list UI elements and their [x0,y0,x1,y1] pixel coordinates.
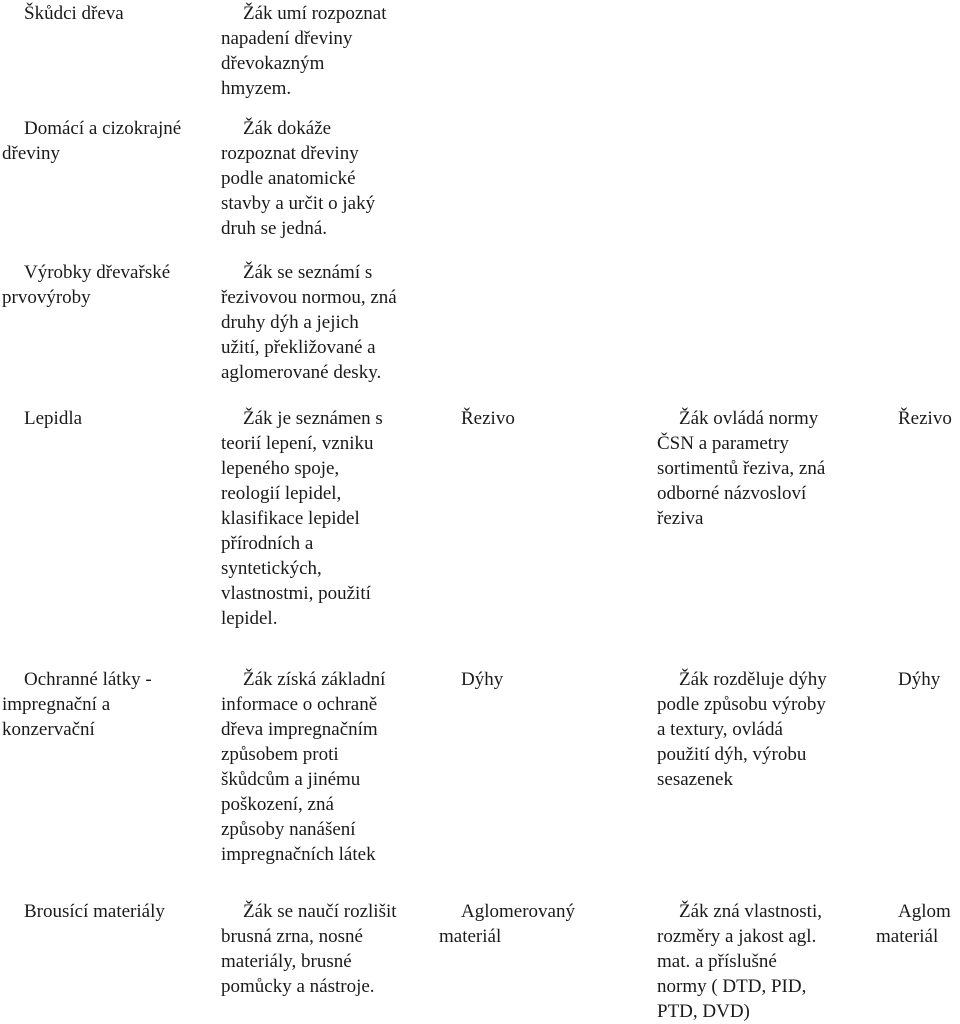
outcome-cell: Žák dokáže rozpoznat dřeviny podle anatomické stavby a určit o jaký druh se jedná. [221,118,376,239]
outcome-cell: Žák získá základní informace o ochraně dřeva impregnačním způsobem proti škůdcům a jinému poškození, zná způsoby nanášení impregnačních látek [221,669,386,865]
outcome-cell-2: Žák zná vlastnosti, rozměry a jakost agl. mat. a příslušné normy ( DTD, PID, PTD, DVD) [657,901,822,1022]
topic-cell-3: Dýhy [898,669,941,690]
outcome-cell: Žák je seznámen s teorií lepení, vzniku lepeného spoje, reologií lepidel, klasifikace lepidel přírodních a syntetických, vlastnostmi, použití lepidel. [221,408,383,629]
outcome-cell-2: Žák ovládá normy ČSN a parametry sortimentů řeziva, zná odborné názvosloví řeziva [657,408,826,529]
outcome-cell: Žák se naučí rozlišit brusná zrna, nosné materiály, brusné pomůcky a nástroje. [221,901,397,997]
topic-cell: Výrobky dřevařské prvovýroby [2,262,171,308]
outcome-cell-2: Žák rozděluje dýhy podle způsobu výroby a textury, ovládá použití dýh, výrobu sesazenek [657,669,827,790]
topic-cell: Škůdci dřeva [24,3,124,24]
topic-cell: Brousící materiály [24,901,165,922]
topic-cell-3: Řezivo [898,408,952,429]
topic-cell: Domácí a cizokrajné dřeviny [2,118,182,164]
topic-cell-2: Aglomerovaný materiál [439,901,575,947]
topic-cell: Lepidla [24,408,83,429]
outcome-cell: Žák se seznámí s řezivovou normou, zná druhy dýh a jejich užití, překližované a aglomerované desky. [221,262,397,383]
topic-cell-2: Řezivo [461,408,515,429]
topic-cell: Ochranné látky - impregnační a konzervační [2,669,152,740]
topic-cell-3: Aglom materiál [876,901,951,947]
topic-cell-2: Dýhy [461,669,504,690]
outcome-cell: Žák umí rozpoznat napadení dřeviny dřevokazným hmyzem. [221,3,387,99]
